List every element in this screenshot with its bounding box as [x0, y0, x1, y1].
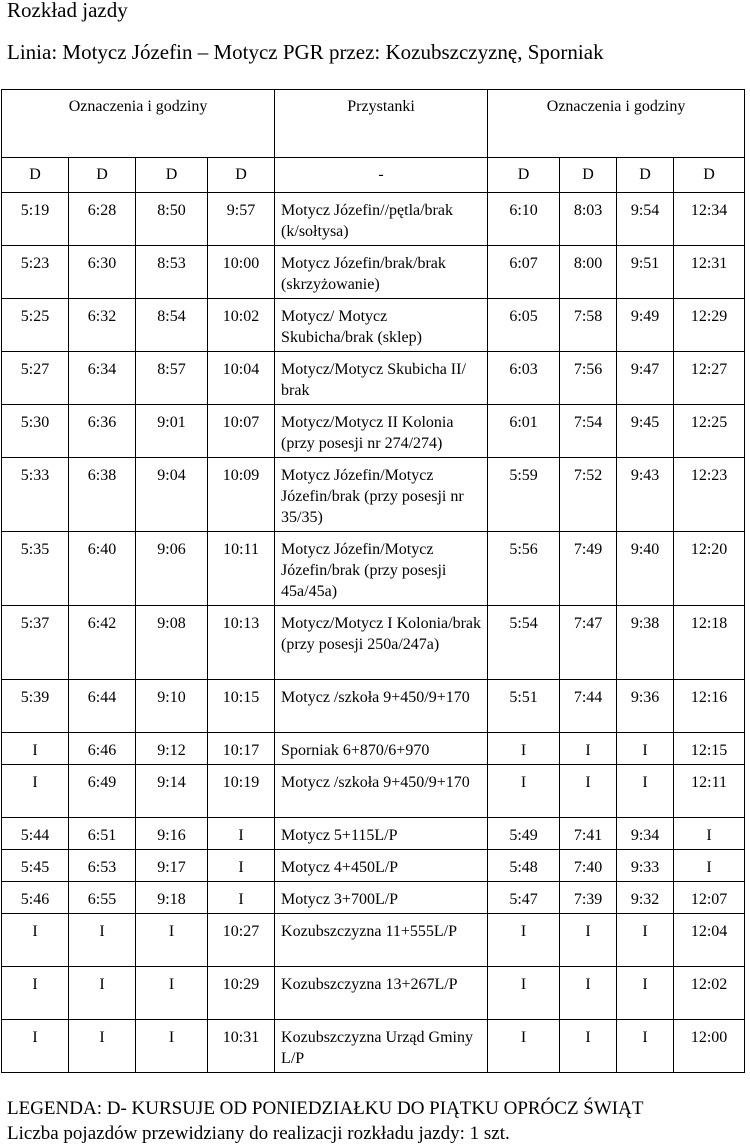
time-cell: 5:51	[488, 680, 560, 733]
time-cell: I	[617, 967, 674, 1020]
header-stops: Przystanki	[275, 90, 488, 158]
time-cell: I	[617, 1020, 674, 1073]
time-cell: 12:15	[674, 733, 745, 765]
time-cell: 6:46	[69, 733, 136, 765]
stop-cell: Kozubszczyzna 11+555L/P	[275, 914, 488, 967]
time-cell: 5:39	[2, 680, 69, 733]
time-cell: 7:54	[560, 405, 617, 458]
time-cell: 8:03	[560, 193, 617, 246]
time-cell: 9:54	[617, 193, 674, 246]
time-cell: 10:07	[208, 405, 275, 458]
time-cell: I	[136, 1020, 208, 1073]
time-cell: 9:45	[617, 405, 674, 458]
time-cell: I	[2, 914, 69, 967]
time-cell: 6:53	[69, 850, 136, 882]
table-row	[2, 299, 745, 352]
time-cell: 10:11	[208, 532, 275, 606]
time-cell: 10:19	[208, 765, 275, 818]
table-row	[2, 818, 745, 850]
table-row	[2, 532, 745, 606]
time-cell: 9:01	[136, 405, 208, 458]
stop-cell: Sporniak 6+870/6+970	[275, 733, 488, 765]
stop-cell: Motycz 5+115L/P	[275, 818, 488, 850]
table-row	[2, 458, 745, 532]
time-cell: 10:13	[208, 606, 275, 680]
table-row	[2, 680, 745, 733]
time-cell: I	[69, 1020, 136, 1073]
time-cell: 7:47	[560, 606, 617, 680]
stop-cell: Kozubszczyzna 13+267L/P	[275, 967, 488, 1020]
time-cell: 12:23	[674, 458, 745, 532]
table-row	[2, 405, 745, 458]
vehicle-count: Liczba pojazdów przewidziany do realizacji rozkładu jazdy: 1 szt.	[7, 1123, 510, 1144]
table-row	[2, 882, 745, 914]
time-cell: I	[560, 765, 617, 818]
code-cell: D	[674, 158, 745, 193]
table-row	[2, 733, 745, 765]
time-cell: 12:00	[674, 1020, 745, 1073]
table-row	[2, 765, 745, 818]
time-cell: I	[560, 914, 617, 967]
time-cell: 12:04	[674, 914, 745, 967]
time-cell: 6:07	[488, 246, 560, 299]
time-cell: 7:52	[560, 458, 617, 532]
table-row	[2, 1020, 745, 1073]
time-cell: 8:54	[136, 299, 208, 352]
time-cell: 7:58	[560, 299, 617, 352]
time-cell: I	[488, 967, 560, 1020]
time-cell: 7:41	[560, 818, 617, 850]
time-cell: I	[208, 882, 275, 914]
time-cell: I	[208, 818, 275, 850]
time-cell: 9:18	[136, 882, 208, 914]
time-cell: 12:02	[674, 967, 745, 1020]
time-cell: I	[488, 1020, 560, 1073]
time-cell: 9:06	[136, 532, 208, 606]
time-cell: I	[2, 765, 69, 818]
code-cell: D	[488, 158, 560, 193]
time-cell: 9:32	[617, 882, 674, 914]
stop-cell: Motycz/Motycz Skubicha II/ brak	[275, 352, 488, 405]
time-cell: 5:23	[2, 246, 69, 299]
time-cell: 9:14	[136, 765, 208, 818]
time-cell: 9:10	[136, 680, 208, 733]
time-cell: 5:56	[488, 532, 560, 606]
time-cell: 9:04	[136, 458, 208, 532]
time-cell: 6:51	[69, 818, 136, 850]
table-row	[2, 193, 745, 246]
legend: LEGENDA: D- KURSUJE OD PONIEDZIAŁKU DO PIĄTKU OPRÓCZ ŚWIĄT	[7, 1098, 644, 1119]
time-cell: 8:00	[560, 246, 617, 299]
time-cell: 7:40	[560, 850, 617, 882]
time-cell: I	[69, 914, 136, 967]
time-cell: 5:48	[488, 850, 560, 882]
timetable	[1, 89, 745, 1073]
time-cell: 10:15	[208, 680, 275, 733]
time-cell: 9:36	[617, 680, 674, 733]
time-cell: I	[560, 1020, 617, 1073]
stop-cell: Motycz/Motycz I Kolonia/brak (przy posesji 250a/247a)	[275, 606, 488, 680]
time-cell: 6:05	[488, 299, 560, 352]
time-cell: 10:09	[208, 458, 275, 532]
time-cell: 12:11	[674, 765, 745, 818]
time-cell: 5:44	[2, 818, 69, 850]
time-cell: 5:54	[488, 606, 560, 680]
stop-cell: Motycz 4+450L/P	[275, 850, 488, 882]
code-cell: D	[208, 158, 275, 193]
time-cell: I	[488, 765, 560, 818]
time-cell: 6:49	[69, 765, 136, 818]
code-cell: D	[136, 158, 208, 193]
time-cell: I	[617, 914, 674, 967]
time-cell: 6:10	[488, 193, 560, 246]
code-cell: D	[617, 158, 674, 193]
time-cell: 10:31	[208, 1020, 275, 1073]
time-cell: 5:35	[2, 532, 69, 606]
table-row	[2, 967, 745, 1020]
time-cell: 10:29	[208, 967, 275, 1020]
time-cell: 12:20	[674, 532, 745, 606]
time-cell: 5:27	[2, 352, 69, 405]
time-cell: 10:27	[208, 914, 275, 967]
time-cell: 9:17	[136, 850, 208, 882]
time-cell: 9:08	[136, 606, 208, 680]
stop-cell: Motycz /szkoła 9+450/9+170	[275, 680, 488, 733]
time-cell: 6:40	[69, 532, 136, 606]
time-cell: 9:40	[617, 532, 674, 606]
stop-cell: Kozubszczyzna Urząd Gminy L/P	[275, 1020, 488, 1073]
time-cell: 10:00	[208, 246, 275, 299]
header-row	[2, 90, 745, 158]
time-cell: 5:19	[2, 193, 69, 246]
time-cell: 6:28	[69, 193, 136, 246]
time-cell: I	[488, 733, 560, 765]
time-cell: 8:57	[136, 352, 208, 405]
route-line: Linia: Motycz Józefin – Motycz PGR przez: Kozubszczyznę, Sporniak	[7, 40, 604, 64]
time-cell: 6:38	[69, 458, 136, 532]
code-stop-cell: -	[275, 158, 488, 193]
time-cell: 5:59	[488, 458, 560, 532]
time-cell: 5:47	[488, 882, 560, 914]
time-cell: I	[617, 765, 674, 818]
time-cell: 5:46	[2, 882, 69, 914]
code-cell: D	[69, 158, 136, 193]
table-row	[2, 850, 745, 882]
stop-cell: Motycz Józefin/Motycz Józefin/brak (przy posesji nr 35/35)	[275, 458, 488, 532]
time-cell: 12:18	[674, 606, 745, 680]
time-cell: 12:16	[674, 680, 745, 733]
time-cell: 6:42	[69, 606, 136, 680]
time-cell: 5:37	[2, 606, 69, 680]
time-cell: I	[69, 967, 136, 1020]
time-cell: I	[674, 818, 745, 850]
time-cell: I	[2, 1020, 69, 1073]
stop-cell: Motycz Józefin//pętla/brak (k/sołtysa)	[275, 193, 488, 246]
document-title: Rozkład jazdy	[7, 0, 128, 22]
stop-cell: Motycz Józefin/brak/brak (skrzyżowanie)	[275, 246, 488, 299]
stop-cell: Motycz/ Motycz Skubicha/brak (sklep)	[275, 299, 488, 352]
time-cell: 5:33	[2, 458, 69, 532]
time-cell: 5:49	[488, 818, 560, 850]
time-cell: 6:44	[69, 680, 136, 733]
time-cell: 6:01	[488, 405, 560, 458]
time-cell: 5:25	[2, 299, 69, 352]
time-cell: 9:12	[136, 733, 208, 765]
code-cell: D	[2, 158, 69, 193]
time-cell: 12:27	[674, 352, 745, 405]
time-cell: 12:25	[674, 405, 745, 458]
time-cell: I	[136, 967, 208, 1020]
time-cell: 9:43	[617, 458, 674, 532]
header-times-right: Oznaczenia i godziny	[488, 90, 745, 158]
time-cell: 9:51	[617, 246, 674, 299]
time-cell: 12:29	[674, 299, 745, 352]
stop-cell: Motycz Józefin/Motycz Józefin/brak (przy posesji 45a/45a)	[275, 532, 488, 606]
time-cell: 10:17	[208, 733, 275, 765]
time-cell: 8:50	[136, 193, 208, 246]
table-row	[2, 246, 745, 299]
time-cell: 12:31	[674, 246, 745, 299]
time-cell: 9:38	[617, 606, 674, 680]
time-cell: 5:30	[2, 405, 69, 458]
header-times-left: Oznaczenia i godziny	[2, 90, 275, 158]
stop-cell: Motycz 3+700L/P	[275, 882, 488, 914]
time-cell: 5:45	[2, 850, 69, 882]
time-cell: 9:47	[617, 352, 674, 405]
time-cell: I	[560, 967, 617, 1020]
time-cell: 6:55	[69, 882, 136, 914]
time-cell: I	[560, 733, 617, 765]
code-cell: D	[560, 158, 617, 193]
stop-cell: Motycz/Motycz II Kolonia (przy posesji nr 274/274)	[275, 405, 488, 458]
time-cell: I	[617, 733, 674, 765]
table-row	[2, 914, 745, 967]
time-cell: I	[2, 967, 69, 1020]
table-row	[2, 606, 745, 680]
time-cell: 7:49	[560, 532, 617, 606]
time-cell: 7:44	[560, 680, 617, 733]
time-cell: I	[674, 850, 745, 882]
time-cell: 9:16	[136, 818, 208, 850]
time-cell: 9:49	[617, 299, 674, 352]
time-cell: 6:34	[69, 352, 136, 405]
table-row	[2, 352, 745, 405]
time-cell: I	[136, 914, 208, 967]
time-cell: 7:39	[560, 882, 617, 914]
time-cell: 8:53	[136, 246, 208, 299]
time-cell: I	[208, 850, 275, 882]
time-cell: I	[488, 914, 560, 967]
time-cell: 12:07	[674, 882, 745, 914]
time-cell: 6:03	[488, 352, 560, 405]
time-cell: 6:30	[69, 246, 136, 299]
time-cell: I	[2, 733, 69, 765]
time-cell: 9:33	[617, 850, 674, 882]
time-cell: 6:32	[69, 299, 136, 352]
time-cell: 9:57	[208, 193, 275, 246]
codes-row	[2, 158, 745, 193]
time-cell: 10:04	[208, 352, 275, 405]
time-cell: 6:36	[69, 405, 136, 458]
time-cell: 7:56	[560, 352, 617, 405]
time-cell: 10:02	[208, 299, 275, 352]
time-cell: 12:34	[674, 193, 745, 246]
time-cell: 9:34	[617, 818, 674, 850]
stop-cell: Motycz /szkoła 9+450/9+170	[275, 765, 488, 818]
